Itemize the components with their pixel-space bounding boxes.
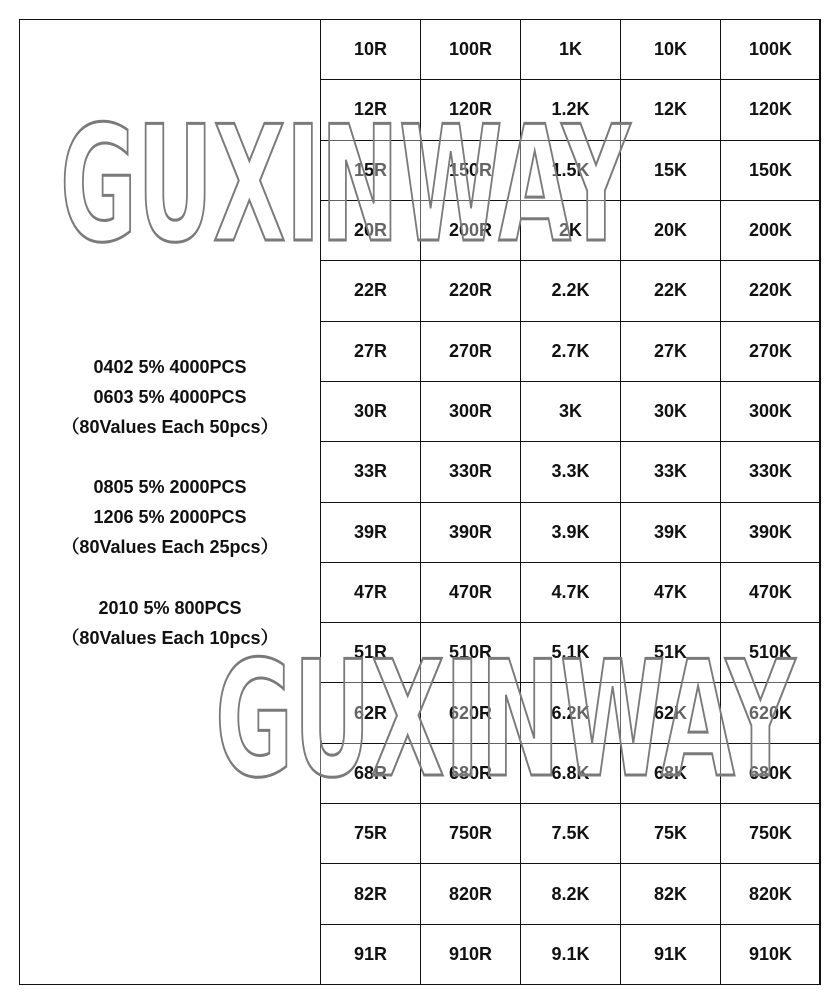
watermark-text: GUXINWAY <box>215 626 797 805</box>
table-row <box>321 200 821 260</box>
watermark-text: GUXINWAY <box>60 91 632 270</box>
table-row <box>321 623 821 683</box>
value-cell: 51R <box>321 623 421 683</box>
value-cell: 30K <box>621 381 721 441</box>
table-row <box>321 140 821 200</box>
value-cell: 30R <box>321 381 421 441</box>
value-cell: 91K <box>621 924 721 984</box>
value-cell: 620K <box>721 683 821 743</box>
value-cell: 680K <box>721 743 821 803</box>
table-row <box>321 80 821 140</box>
value-cell: 3.3K <box>521 442 621 502</box>
value-cell: 5.1K <box>521 623 621 683</box>
value-cell: 100K <box>721 20 821 80</box>
table-row <box>321 20 821 80</box>
table-row <box>321 321 821 381</box>
value-cell: 33K <box>621 442 721 502</box>
value-cell: 820R <box>421 864 521 924</box>
value-cell: 12K <box>621 80 721 140</box>
table-row <box>321 924 821 984</box>
value-cell: 39R <box>321 502 421 562</box>
value-cell: 220R <box>421 261 521 321</box>
value-cell: 39K <box>621 502 721 562</box>
value-cell: 470K <box>721 562 821 622</box>
spec-line: 0603 5% 4000PCS <box>93 387 247 407</box>
value-cell: 200K <box>721 200 821 260</box>
table-row <box>321 442 821 502</box>
table-row <box>321 743 821 803</box>
value-cell: 510R <box>421 623 521 683</box>
value-cell: 68K <box>621 743 721 803</box>
value-cell: 12R <box>321 80 421 140</box>
table-row <box>321 804 821 864</box>
value-cell: 2.7K <box>521 321 621 381</box>
spec-panel <box>19 19 321 985</box>
value-cell: 27K <box>621 321 721 381</box>
value-cell: 300K <box>721 381 821 441</box>
value-cell: 330K <box>721 442 821 502</box>
spec-line: （80Values Each 10pcs） <box>61 628 279 648</box>
value-cell: 20R <box>321 200 421 260</box>
spec-group-2 <box>19 472 321 562</box>
value-cell: 3K <box>521 381 621 441</box>
value-cell: 82K <box>621 864 721 924</box>
value-cell: 200R <box>421 200 521 260</box>
spec-line: （80Values Each 25pcs） <box>61 537 279 557</box>
table-row <box>321 562 821 622</box>
value-cell: 300R <box>421 381 521 441</box>
value-cell: 62R <box>321 683 421 743</box>
value-cell: 47K <box>621 562 721 622</box>
value-cell: 620R <box>421 683 521 743</box>
spec-line: 0402 5% 4000PCS <box>93 357 247 377</box>
value-cell: 150K <box>721 140 821 200</box>
value-cell: 220K <box>721 261 821 321</box>
value-cell: 68R <box>321 743 421 803</box>
value-cell: 22R <box>321 261 421 321</box>
spec-line: 0805 5% 2000PCS <box>93 477 247 497</box>
value-cell: 100R <box>421 20 521 80</box>
value-cell: 390R <box>421 502 521 562</box>
value-cell: 33R <box>321 442 421 502</box>
value-cell: 4.7K <box>521 562 621 622</box>
table-row <box>321 864 821 924</box>
value-cell: 10R <box>321 20 421 80</box>
value-cell: 15K <box>621 140 721 200</box>
value-cell: 10K <box>621 20 721 80</box>
value-cell: 3.9K <box>521 502 621 562</box>
value-cell: 27R <box>321 321 421 381</box>
value-cell: 820K <box>721 864 821 924</box>
value-cell: 82R <box>321 864 421 924</box>
value-cell: 1.2K <box>521 80 621 140</box>
value-cell: 6.2K <box>521 683 621 743</box>
table-row <box>321 261 821 321</box>
value-cell: 47R <box>321 562 421 622</box>
value-cell: 22K <box>621 261 721 321</box>
value-cell: 150R <box>421 140 521 200</box>
value-cell: 20K <box>621 200 721 260</box>
value-cell: 15R <box>321 140 421 200</box>
value-cell: 1K <box>521 20 621 80</box>
value-cell: 910R <box>421 924 521 984</box>
value-cell: 9.1K <box>521 924 621 984</box>
value-cell: 2.2K <box>521 261 621 321</box>
spec-line: 1206 5% 2000PCS <box>93 507 247 527</box>
value-cell: 75K <box>621 804 721 864</box>
value-cell: 120K <box>721 80 821 140</box>
value-cell: 62K <box>621 683 721 743</box>
value-cell: 270R <box>421 321 521 381</box>
value-cell: 120R <box>421 80 521 140</box>
value-cell: 470R <box>421 562 521 622</box>
spec-group-1 <box>19 352 321 442</box>
value-cell: 75R <box>321 804 421 864</box>
table-row <box>321 683 821 743</box>
value-cell: 2K <box>521 200 621 260</box>
spec-line: 2010 5% 800PCS <box>98 598 242 618</box>
value-cell: 270K <box>721 321 821 381</box>
resistor-values-table <box>320 19 821 985</box>
value-cell: 750K <box>721 804 821 864</box>
value-cell: 8.2K <box>521 864 621 924</box>
value-cell: 330R <box>421 442 521 502</box>
value-cell: 91R <box>321 924 421 984</box>
value-cell: 7.5K <box>521 804 621 864</box>
value-cell: 51K <box>621 623 721 683</box>
value-cell: 750R <box>421 804 521 864</box>
table-row <box>321 381 821 441</box>
spec-line: （80Values Each 50pcs） <box>61 417 279 437</box>
value-cell: 6.8K <box>521 743 621 803</box>
value-cell: 1.5K <box>521 140 621 200</box>
value-cell: 390K <box>721 502 821 562</box>
spec-group-3 <box>19 593 321 653</box>
table-row <box>321 502 821 562</box>
value-cell: 910K <box>721 924 821 984</box>
value-cell: 680R <box>421 743 521 803</box>
value-cell: 510K <box>721 623 821 683</box>
